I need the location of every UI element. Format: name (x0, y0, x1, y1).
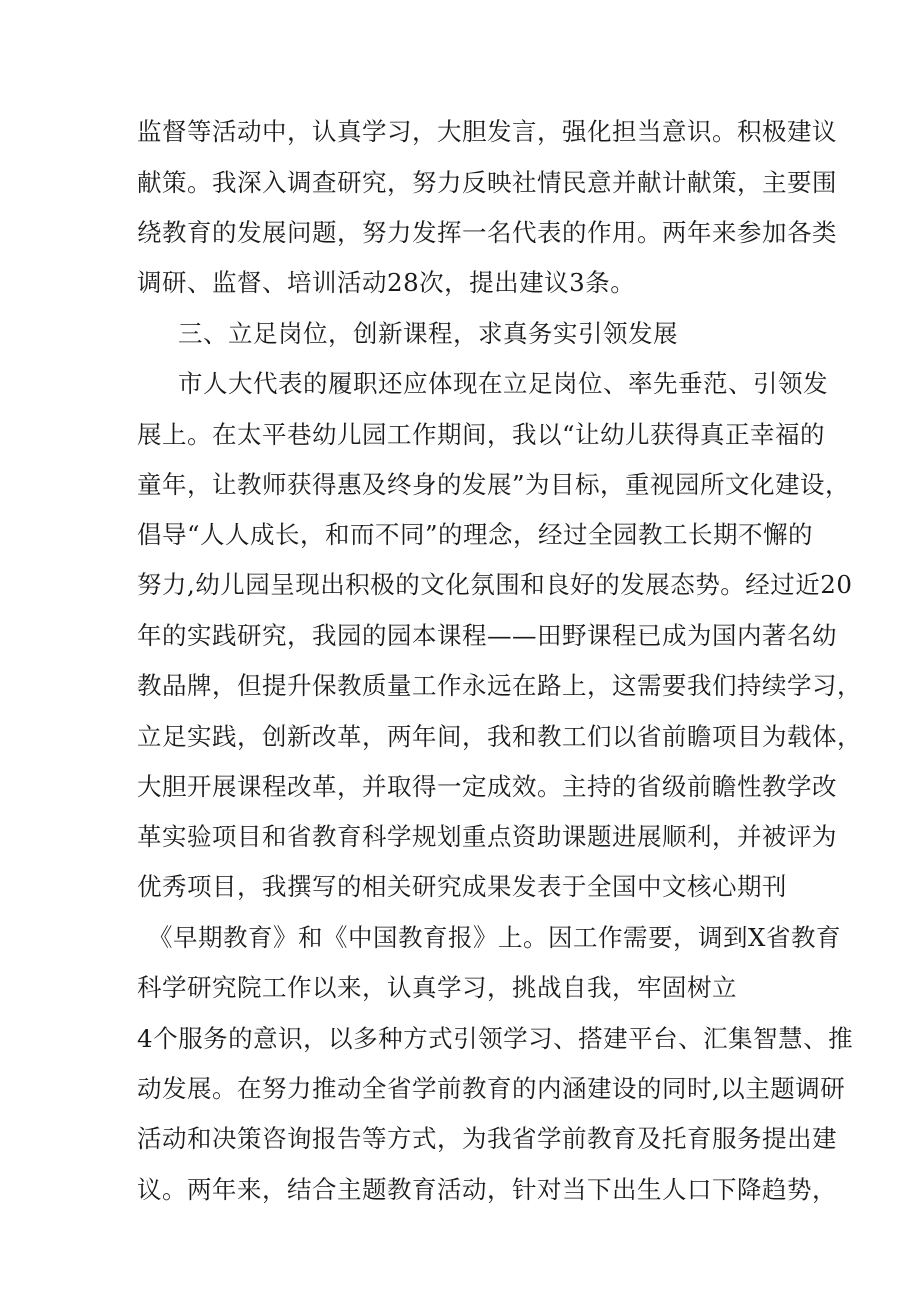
paragraph-line: 展上。在太平巷幼儿园工作期间，我以“让幼儿获得真正幸福的 (137, 420, 826, 449)
paragraph-line: 调研、监督、培训活动28次，提出建议3条。 (137, 268, 636, 297)
paragraph-line: 倡导“人人成长，和而不同”的理念，经过全园教工长期不懈的 (137, 520, 814, 549)
paragraph-line: 教品牌，但提升保教质量工作永远在路上，这需要我们持续学习， (137, 671, 862, 700)
paragraph-line: 绕教育的发展问题，努力发挥一名代表的作用。两年来参加各类 (137, 218, 837, 247)
paragraph-line: 努力,幼儿园呈现出积极的文化氛围和良好的发展态势。经过近20 (137, 570, 853, 599)
paragraph-line: 活动和决策咨询报告等方式，为我省学前教育及托育服务提出建 (137, 1124, 837, 1153)
paragraph-line: 科学研究院工作以来，认真学习，挑战自我，牢固树立 (137, 973, 737, 1002)
paragraph-line: 监督等活动中，认真学习，大胆发言，强化担当意识。积极建议 (137, 117, 837, 146)
paragraph-line: 动发展。在努力推动全省学前教育的内涵建设的同时,以主题调研 (137, 1074, 846, 1103)
section-heading: 三、立足岗位，创新课程，求真务实引领发展 (178, 319, 678, 348)
paragraph-line: 4个服务的意识，以多种方式引领学习、搭建平台、汇集智慧、推 (137, 1024, 854, 1053)
paragraph-line: 《早期教育》和《中国教育报》上。因工作需要，调到X省教育 (148, 923, 841, 952)
paragraph-line: 献策。我深入调查研究，努力反映社情民意并献计献策，主要围 (137, 168, 837, 197)
paragraph-line: 立足实践，创新改革，两年间，我和教工们以省前瞻项目为载体， (137, 722, 862, 751)
paragraph-line: 年的实践研究，我园的园本课程——田野课程已成为国内著名幼 (137, 621, 837, 650)
paragraph-line: 市人大代表的履职还应体现在立足岗位、率先垂范、引领发 (178, 369, 828, 398)
paragraph-line: 大胆开展课程改革，并取得一定成效。主持的省级前瞻性教学改 (137, 772, 837, 801)
paragraph-line: 议。两年来，结合主题教育活动，针对当下出生人口下降趋势， (137, 1175, 837, 1204)
paragraph-line: 童年，让教师获得惠及终身的发展”为目标，重视园所文化建设， (137, 470, 851, 499)
paragraph-line: 优秀项目，我撰写的相关研究成果发表于全国中文核心期刊 (137, 872, 787, 901)
paragraph-line: 革实验项目和省教育科学规划重点资助课题进展顺利，并被评为 (137, 822, 837, 851)
